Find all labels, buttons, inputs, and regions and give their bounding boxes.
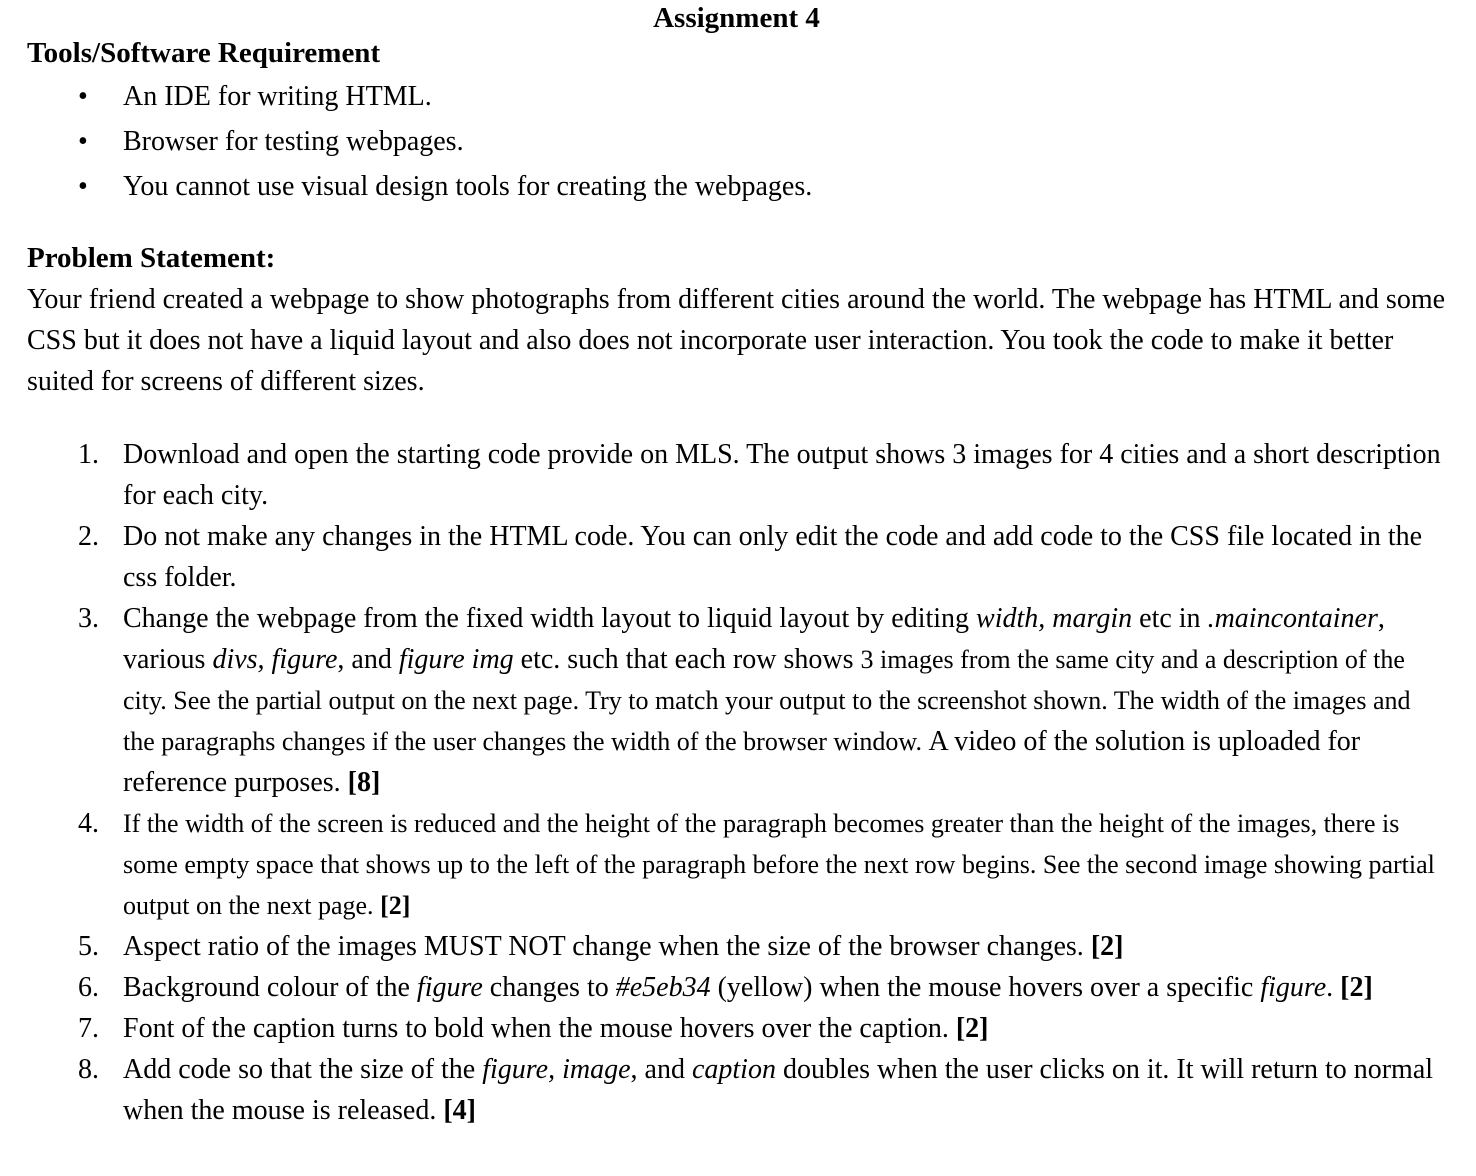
tasks-list bbox=[27, 434, 1446, 1131]
item-number: 7. bbox=[78, 1013, 99, 1044]
item-number: 5. bbox=[78, 931, 99, 962]
marks-badge: [2] bbox=[380, 891, 411, 920]
text-run: , various bbox=[123, 603, 1385, 675]
italic-term: .maincontainer bbox=[1207, 603, 1378, 634]
text-run: etc in bbox=[1132, 603, 1208, 634]
list-item-text bbox=[123, 516, 1446, 598]
marks-badge: [4] bbox=[443, 1095, 477, 1126]
list-item-text bbox=[123, 121, 1446, 162]
text-run: doubles when the user clicks on it. It will return to normal when the mouse is released. bbox=[123, 1054, 1434, 1126]
text-run: (yellow) when the mouse hovers over a specific bbox=[710, 972, 1261, 1003]
tools-list bbox=[27, 76, 1446, 207]
list-item-text bbox=[123, 76, 1446, 117]
tools-list-item bbox=[27, 76, 1446, 117]
text-run: , and bbox=[630, 1054, 692, 1085]
task-item bbox=[27, 1008, 1446, 1049]
italic-term: figure bbox=[1260, 972, 1327, 1003]
text-run: etc. such that each row shows bbox=[513, 644, 861, 675]
task-item bbox=[27, 967, 1446, 1008]
text-run: Change the webpage from the fixed width layout to liquid layout by editing bbox=[123, 603, 977, 634]
text-run: . bbox=[1326, 972, 1341, 1003]
text-run: An IDE for writing HTML. bbox=[123, 81, 432, 112]
text-run: A video of the solution is uploaded for reference purposes. bbox=[123, 726, 1361, 798]
task-item bbox=[27, 516, 1446, 598]
list-item-text bbox=[123, 166, 1446, 207]
task-item bbox=[27, 926, 1446, 967]
text-run: Add code so that the size of the bbox=[123, 1054, 483, 1085]
bullet-icon: • bbox=[78, 126, 88, 157]
text-run: changes to bbox=[482, 972, 616, 1003]
list-item-text bbox=[123, 803, 1446, 926]
document-title: Assignment 4 bbox=[653, 2, 820, 34]
item-number: 4. bbox=[78, 808, 99, 839]
italic-term: divs, figure bbox=[212, 644, 338, 675]
bullet-icon: • bbox=[78, 171, 88, 202]
task-item bbox=[27, 803, 1446, 926]
text-run: If the width of the screen is reduced and the height of the paragraph becomes greater than the height of the images, there is some empty space that shows up to the left of the paragraph before the next row begins. See the second image showing partial output on the next page. bbox=[123, 809, 1435, 920]
marks-badge: [2] bbox=[955, 1013, 989, 1044]
text-run: , and bbox=[337, 644, 399, 675]
list-item-text bbox=[123, 1008, 1446, 1049]
italic-term: figure img bbox=[398, 644, 514, 675]
tools-list-item bbox=[27, 121, 1446, 162]
task-item bbox=[27, 598, 1446, 803]
item-number: 3. bbox=[78, 603, 99, 634]
italic-term: figure, image bbox=[482, 1054, 631, 1085]
list-item-text bbox=[123, 967, 1446, 1008]
text-run: Background colour of the bbox=[123, 972, 417, 1003]
item-number: 2. bbox=[78, 521, 99, 552]
item-number: 8. bbox=[78, 1054, 99, 1085]
text-run: Font of the caption turns to bold when the mouse hovers over the caption. bbox=[123, 1013, 956, 1044]
italic-term: figure bbox=[416, 972, 483, 1003]
text-run: Download and open the starting code provide on MLS. The output shows 3 images for 4 cities and a short description for each city. bbox=[123, 439, 1441, 511]
list-item-text bbox=[123, 598, 1446, 803]
bullet-icon: • bbox=[78, 81, 88, 112]
item-number: 1. bbox=[78, 439, 99, 470]
list-item-text bbox=[123, 926, 1446, 967]
task-item bbox=[27, 434, 1446, 516]
text-run: 3 images from the same city and a description of the city. See the partial output on the next page. Try to match your output to the screenshot shown. The width of the images and the paragraphs changes if the user changes the width of the browser window. bbox=[123, 645, 1411, 756]
italic-term: caption bbox=[691, 1054, 776, 1085]
italic-term: #e5eb34 bbox=[615, 972, 711, 1003]
list-item-text bbox=[123, 1049, 1446, 1131]
text-run: You cannot use visual design tools for creating the webpages. bbox=[123, 171, 813, 202]
problem-heading: Problem Statement: bbox=[27, 242, 276, 274]
text-run: Browser for testing webpages. bbox=[123, 126, 464, 157]
italic-term: width, margin bbox=[976, 603, 1133, 634]
task-item bbox=[27, 1049, 1446, 1131]
tools-list-item bbox=[27, 166, 1446, 207]
text-run: Aspect ratio of the images MUST NOT change when the size of the browser changes. bbox=[123, 931, 1091, 962]
marks-badge: [2] bbox=[1090, 931, 1124, 962]
tools-heading: Tools/Software Requirement bbox=[27, 37, 381, 69]
marks-badge: [8] bbox=[347, 767, 381, 798]
problem-statement-text: Your friend created a webpage to show photographs from different cities around the world. The webpage has HTML and some CSS but it does not have a liquid layout and also does not incorporate user interaction. You took the code to make it better suited for screens of different sizes. bbox=[27, 284, 1446, 397]
marks-badge: [2] bbox=[1340, 972, 1373, 1003]
list-item-text bbox=[123, 434, 1446, 516]
item-number: 6. bbox=[78, 972, 99, 1003]
text-run: Do not make any changes in the HTML code. You can only edit the code and add code to the CSS file located in the css folder. bbox=[123, 521, 1423, 593]
